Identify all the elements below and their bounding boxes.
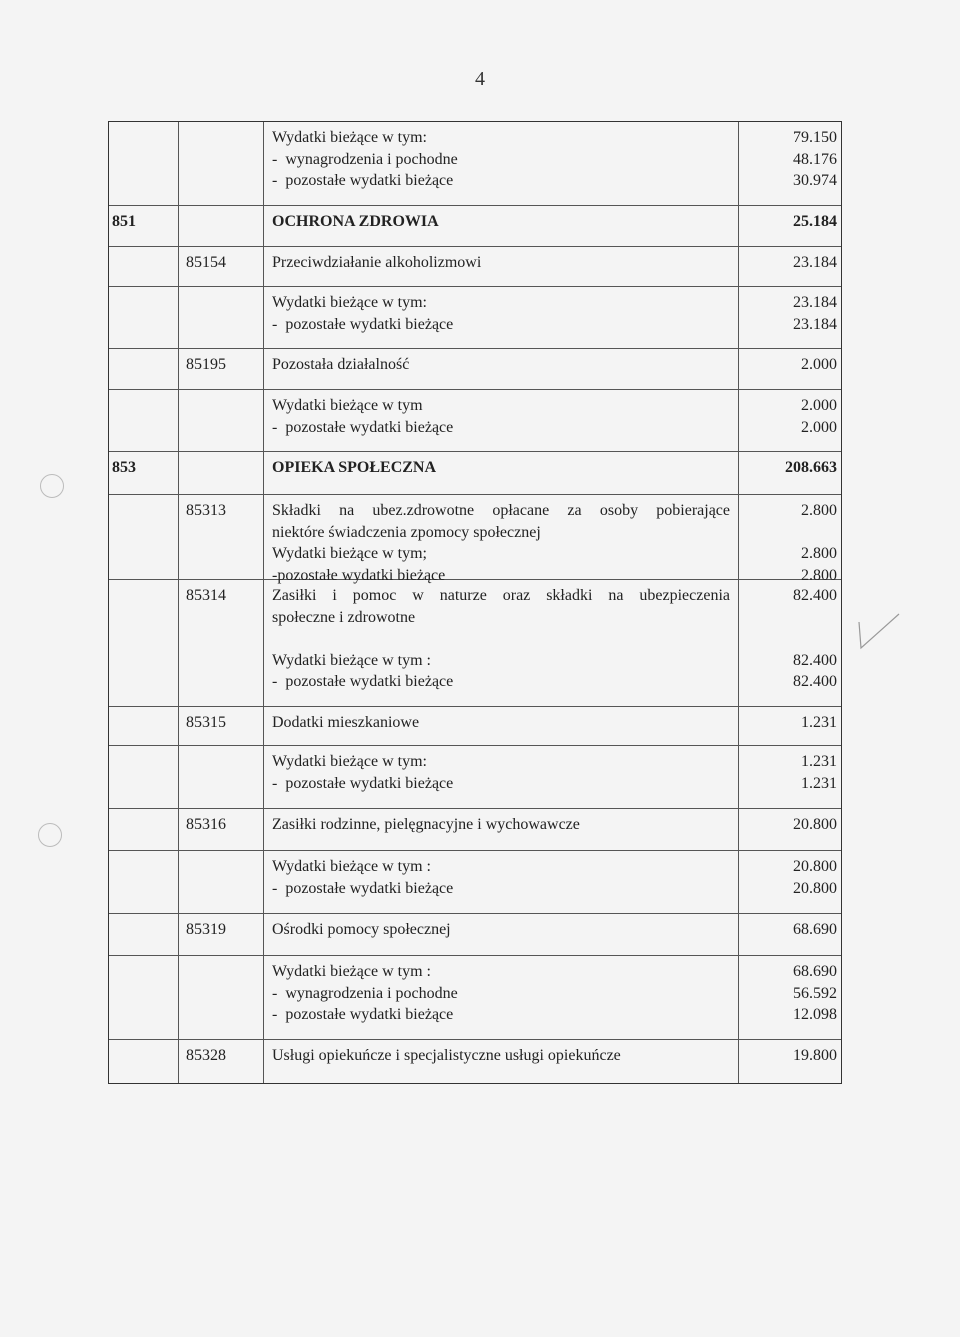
amount-cell (738, 580, 841, 706)
check-mark-icon (857, 612, 901, 652)
description-cell (263, 452, 738, 494)
section-cell: 85314 (186, 587, 226, 604)
amount-value: 20.800 (793, 858, 837, 875)
description-line: - pozostałe wydatki bieżące (272, 1006, 454, 1023)
amount-value: 30.974 (793, 172, 837, 189)
chapter-cell (109, 914, 178, 955)
section-cell: 85313 (186, 502, 226, 519)
amount-cell (738, 851, 841, 913)
amount-value: 2.800 (801, 502, 837, 519)
table-row (109, 122, 841, 206)
amount-value (738, 607, 837, 629)
description-line: społeczne i zdrowotne (272, 608, 416, 626)
amount-value: 12.098 (793, 1006, 837, 1023)
description-line: Usługi opiekuńcze i specjalistyczne usługi opiekuńcze (272, 1047, 621, 1064)
chapter-cell (109, 956, 178, 1039)
amount-value: 48.176 (793, 150, 837, 168)
chapter-cell (109, 122, 178, 205)
description-line: - pozostałe wydatki bieżące (272, 418, 454, 436)
description-cell (263, 707, 738, 745)
description-cell (263, 809, 738, 850)
amount-cell (738, 707, 841, 745)
description-line: Przeciwdziałanie alkoholizmowi (272, 254, 482, 271)
description-line: - wynagrodzenia i pochodne (272, 150, 458, 168)
section-cell: 85195 (186, 356, 226, 373)
description-cell (263, 914, 738, 955)
amount-value: 1.231 (801, 714, 837, 731)
amount-value: 82.400 (793, 673, 837, 690)
description-line: Wydatki bieżące w tym: (272, 753, 427, 770)
description-cell (263, 580, 738, 706)
table-row (109, 206, 841, 247)
table-row (109, 580, 841, 707)
table-row (109, 746, 841, 809)
chapter-cell (109, 707, 178, 745)
amount-value: 56.592 (793, 984, 837, 1002)
amount-cell (738, 495, 841, 584)
amount-cell (738, 206, 841, 246)
table-row (109, 349, 841, 390)
description-cell (263, 851, 738, 913)
table-row (109, 495, 841, 584)
amount-value: 82.400 (793, 651, 837, 669)
section-cell: 85316 (186, 816, 226, 833)
chapter-cell (109, 495, 178, 579)
amount-value: 2.000 (801, 418, 837, 436)
section-cell: 85315 (186, 714, 226, 731)
chapter-cell (109, 349, 178, 389)
table-row (109, 287, 841, 349)
description-cell (263, 247, 738, 286)
table-row (109, 452, 841, 495)
section-cell (178, 746, 263, 808)
amount-value: 1.231 (801, 774, 837, 792)
chapter-cell (109, 287, 178, 348)
chapter-cell: 853 (112, 459, 136, 476)
description-line: Dodatki mieszkaniowe (272, 714, 420, 731)
description-cell (263, 746, 738, 808)
amount-value: 1.231 (801, 753, 837, 770)
page-number: 4 (475, 68, 485, 90)
amount-cell (738, 452, 841, 494)
amount-value (738, 522, 837, 544)
amount-value: 23.184 (793, 254, 837, 271)
section-cell (178, 956, 263, 1039)
table-row (109, 247, 841, 287)
table-row (109, 390, 841, 452)
amount-value: 23.184 (793, 294, 837, 311)
chapter-cell (109, 580, 178, 706)
description-line: OPIEKA SPOŁECZNA (272, 459, 437, 476)
description-line (272, 628, 730, 650)
table-row (109, 707, 841, 746)
amount-cell (738, 287, 841, 348)
amount-value: 82.400 (793, 587, 837, 604)
description-line: Wydatki bieżące w tym: (272, 129, 427, 146)
description-cell (263, 122, 738, 205)
chapter-cell (109, 809, 178, 850)
amount-value: 79.150 (793, 129, 837, 146)
section-cell (178, 452, 263, 494)
section-cell (178, 206, 263, 246)
description-line: Wydatki bieżące w tym : (272, 651, 431, 669)
description-line: - pozostałe wydatki bieżące (272, 315, 454, 333)
description-line: - pozostałe wydatki bieżące (272, 774, 454, 792)
table-row (109, 1040, 841, 1083)
description-line: Wydatki bieżące w tym: (272, 294, 427, 311)
amount-value: 20.800 (793, 816, 837, 833)
section-cell (178, 390, 263, 451)
description-cell (263, 495, 738, 584)
chapter-cell (109, 247, 178, 286)
amount-cell (738, 122, 841, 205)
section-cell (178, 287, 263, 348)
section-cell: 85328 (186, 1047, 226, 1064)
description-line: - pozostałe wydatki bieżące (272, 673, 454, 690)
description-cell (263, 287, 738, 348)
description-cell (263, 390, 738, 451)
amount-value: 20.800 (793, 879, 837, 897)
table-row (109, 956, 841, 1040)
description-line: Zasiłki rodzinne, pielęgnacyjne i wychowawcze (272, 816, 580, 833)
amount-value: 2.800 (801, 566, 837, 584)
description-line: Wydatki bieżące w tym : (272, 858, 431, 875)
amount-value: 19.800 (793, 1047, 837, 1064)
scan-artifact (38, 823, 62, 847)
amount-value (738, 628, 837, 650)
description-line: Pozostała działalność (272, 356, 410, 373)
amount-cell (738, 809, 841, 850)
section-cell (178, 122, 263, 205)
description-cell (263, 1040, 738, 1083)
table-row (109, 809, 841, 851)
description-line: Wydatki bieżące w tym : (272, 963, 431, 980)
amount-value: 208.663 (785, 459, 837, 476)
table-row (109, 914, 841, 956)
description-line: Składki na ubez.zdrowotne opłacane za osoby pobierające (272, 502, 730, 519)
amount-cell (738, 349, 841, 389)
section-cell: 85319 (186, 921, 226, 938)
description-line: - pozostałe wydatki bieżące (272, 172, 454, 189)
description-line: - wynagrodzenia i pochodne (272, 984, 458, 1002)
description-line: - pozostałe wydatki bieżące (272, 879, 454, 897)
chapter-cell (109, 1040, 178, 1083)
chapter-cell (109, 851, 178, 913)
amount-value: 2.000 (801, 397, 837, 414)
budget-table (108, 121, 842, 1084)
amount-cell (738, 914, 841, 955)
amount-cell (738, 956, 841, 1039)
amount-value: 2.000 (801, 356, 837, 373)
amount-cell (738, 247, 841, 286)
amount-value: 68.690 (793, 921, 837, 938)
description-line: OCHRONA ZDROWIA (272, 213, 439, 230)
amount-value: 2.800 (801, 545, 837, 562)
table-body (109, 122, 841, 1083)
description-line: Wydatki bieżące w tym (272, 397, 423, 414)
amount-value: 23.184 (793, 315, 837, 333)
description-line: niektóre świadczenia zpomocy społecznej (272, 523, 541, 541)
amount-value: 25.184 (793, 213, 837, 230)
scan-artifact (40, 474, 64, 498)
description-cell (263, 349, 738, 389)
amount-cell (738, 746, 841, 808)
table-row (109, 851, 841, 914)
chapter-cell (109, 746, 178, 808)
amount-value: 68.690 (793, 963, 837, 980)
amount-cell (738, 390, 841, 451)
description-cell (263, 206, 738, 246)
section-cell (178, 851, 263, 913)
description-line: Wydatki bieżące w tym; (272, 545, 427, 562)
chapter-cell (109, 390, 178, 451)
description-line: Ośrodki pomocy społecznej (272, 921, 451, 938)
description-line: Zasiłki i pomoc w naturze oraz składki na ubezpieczenia (272, 587, 730, 604)
section-cell: 85154 (186, 254, 226, 271)
amount-cell (738, 1040, 841, 1083)
description-line: -pozostałe wydatki bieżące (272, 566, 446, 584)
description-cell (263, 956, 738, 1039)
chapter-cell: 851 (112, 213, 136, 230)
